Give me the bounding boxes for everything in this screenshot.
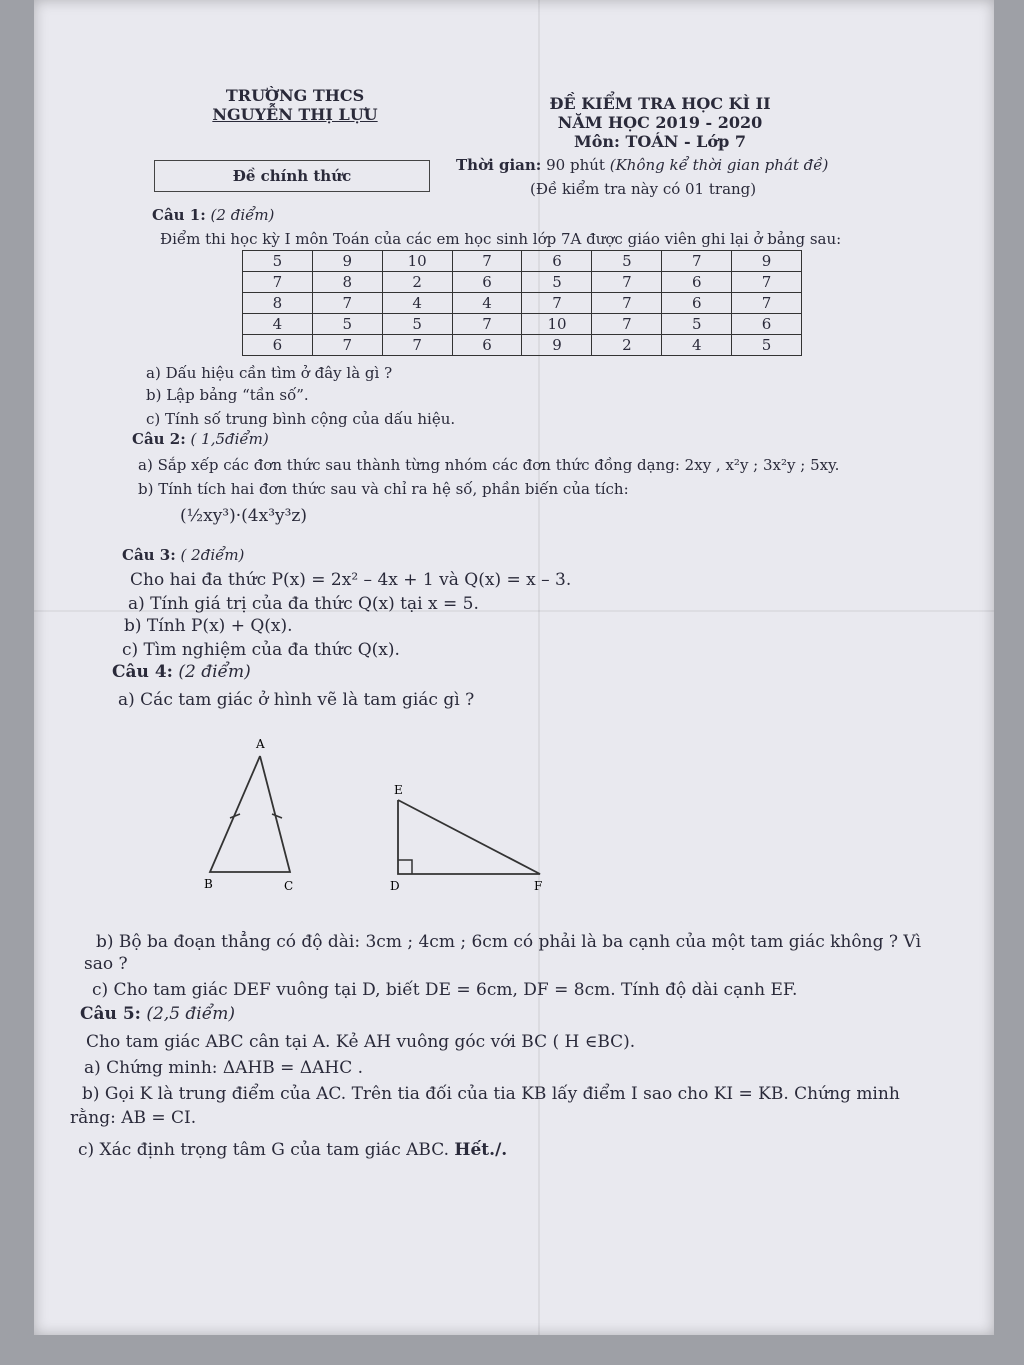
score-cell: 7 [312, 335, 382, 356]
q2-a: a) Sắp xếp các đơn thức sau thành từng nhóm các đơn thức đồng dạng: 2xy , x²y ; 3x²y ; 5xy. [138, 456, 840, 474]
score-cell: 5 [662, 314, 732, 335]
score-cell: 7 [452, 251, 522, 272]
score-cell: 7 [592, 293, 662, 314]
score-table-row [243, 251, 802, 272]
pages-note: (Đề kiểm tra này có 01 trang) [530, 180, 757, 198]
q2-points: ( 1,5điểm) [190, 430, 269, 448]
score-cell: 2 [592, 335, 662, 356]
score-cell: 7 [662, 251, 732, 272]
score-cell: 6 [243, 335, 313, 356]
score-cell: 7 [312, 293, 382, 314]
score-cell: 7 [732, 272, 802, 293]
q4-a: a) Các tam giác ở hình vẽ là tam giác gì ? [118, 690, 475, 710]
q4-label: Câu 4: [112, 662, 173, 682]
time-note: (Không kể thời gian phát đề) [609, 156, 829, 174]
school-line2: NGUYỄN THỊ LỰU [212, 105, 378, 124]
q1-intro: Điểm thi học kỳ I môn Toán của các em học sinh lớp 7A được giáo viên ghi lại ở bảng sau: [160, 230, 842, 248]
q3-heading [122, 546, 244, 564]
score-cell: 6 [452, 335, 522, 356]
q4-b-line2: sao ? [84, 954, 128, 974]
triangle-def [398, 800, 540, 874]
vertex-d-label: D [390, 879, 400, 893]
exam-subject: Môn: TOÁN - Lớp 7 [574, 132, 746, 151]
vertex-a-label: A [256, 737, 265, 751]
q4-heading [112, 662, 251, 682]
triangle-abc-figure [196, 734, 306, 894]
q5-b-line2: rằng: AB = CI. [70, 1108, 197, 1128]
q3-b: b) Tính P(x) + Q(x). [124, 616, 293, 636]
score-cell: 4 [452, 293, 522, 314]
vertex-b-label: B [204, 877, 213, 891]
exam-time [456, 156, 828, 174]
q4-c: c) Cho tam giác DEF vuông tại D, biết DE = 6cm, DF = 8cm. Tính độ dài cạnh EF. [92, 980, 798, 1000]
q5-intro: Cho tam giác ABC cân tại A. Kẻ AH vuông góc với BC ( H ∈BC). [86, 1032, 636, 1052]
q1-label: Câu 1: [152, 206, 206, 224]
q1-b: b) Lập bảng “tần số”. [146, 386, 309, 404]
score-cell: 7 [592, 314, 662, 335]
q2-label: Câu 2: [132, 430, 186, 448]
score-cell: 6 [522, 251, 592, 272]
score-table-row [243, 314, 802, 335]
q3-a: a) Tính giá trị của đa thức Q(x) tại x = 5. [128, 594, 479, 614]
q2-heading [132, 430, 269, 448]
triangle-def-figure [384, 778, 554, 898]
end-marker: Hết./. [454, 1140, 508, 1160]
score-cell: 7 [452, 314, 522, 335]
q5-c-line [78, 1140, 507, 1160]
q1-a: a) Dấu hiệu cần tìm ở đây là gì ? [146, 364, 393, 382]
score-table [242, 250, 802, 356]
tick-mark-ac [272, 814, 282, 818]
score-cell: 2 [382, 272, 452, 293]
q1-c: c) Tính số trung bình cộng của dấu hiệu. [146, 410, 456, 428]
score-cell: 8 [312, 272, 382, 293]
q5-label: Câu 5: [80, 1004, 141, 1024]
q3-label: Câu 3: [122, 546, 176, 564]
vertex-e-label: E [394, 783, 403, 797]
q2-b: b) Tính tích hai đơn thức sau và chỉ ra hệ số, phần biến của tích: [138, 480, 629, 498]
score-cell: 8 [243, 293, 313, 314]
q5-a: a) Chứng minh: ΔAHB = ΔAHC . [84, 1058, 364, 1078]
vertex-f-label: F [534, 879, 543, 893]
q1-heading [152, 206, 274, 224]
q2-formula: (½xy³)·(4x³y³z) [180, 506, 308, 526]
score-cell: 4 [662, 335, 732, 356]
exam-title: ĐỀ KIỂM TRA HỌC KÌ II [549, 94, 771, 113]
score-table-row [243, 272, 802, 293]
vertex-c-label: C [284, 879, 294, 893]
score-cell: 5 [382, 314, 452, 335]
q5-points: (2,5 điểm) [146, 1004, 235, 1024]
q4-points: (2 điểm) [178, 662, 251, 682]
score-cell: 10 [522, 314, 592, 335]
score-table-row [243, 293, 802, 314]
q5-b-line1: b) Gọi K là trung điểm của AC. Trên tia đối của tia KB lấy điểm I sao cho KI = KB. Chứng minh [82, 1084, 900, 1104]
time-value: 90 phút [546, 156, 605, 174]
time-label: Thời gian: [456, 156, 542, 174]
score-cell: 5 [592, 251, 662, 272]
exam-heading [520, 94, 800, 151]
score-table-row [243, 335, 802, 356]
score-cell: 5 [732, 335, 802, 356]
school-line1: TRƯỜNG THCS [225, 86, 365, 105]
score-cell: 5 [522, 272, 592, 293]
score-cell: 7 [592, 272, 662, 293]
q1-points: (2 điểm) [210, 206, 275, 224]
score-cell: 5 [243, 251, 313, 272]
right-angle-mark [398, 860, 412, 874]
school-name [200, 86, 390, 124]
triangle-abc [210, 756, 290, 872]
score-cell: 4 [382, 293, 452, 314]
score-cell: 7 [732, 293, 802, 314]
q3-intro: Cho hai đa thức P(x) = 2x² – 4x + 1 và Q(x) = x – 3. [130, 570, 572, 590]
exam-year: NĂM HỌC 2019 - 2020 [557, 113, 763, 132]
score-cell: 9 [312, 251, 382, 272]
paper-fold-vertical [538, 0, 540, 1335]
q3-points: ( 2điểm) [180, 546, 245, 564]
score-cell: 9 [522, 335, 592, 356]
score-cell: 9 [732, 251, 802, 272]
q5-c: c) Xác định trọng tâm G của tam giác ABC. [78, 1140, 450, 1160]
q5-heading [80, 1004, 235, 1024]
score-cell: 4 [243, 314, 313, 335]
score-cell: 7 [522, 293, 592, 314]
score-cell: 6 [662, 293, 732, 314]
score-cell: 10 [382, 251, 452, 272]
official-box: Đề chính thức [154, 160, 430, 192]
score-cell: 7 [382, 335, 452, 356]
score-cell: 7 [243, 272, 313, 293]
q3-c: c) Tìm nghiệm của đa thức Q(x). [122, 640, 400, 660]
q4-b-line1: b) Bộ ba đoạn thẳng có độ dài: 3cm ; 4cm ; 6cm có phải là ba cạnh của một tam giác không ? Vì [96, 932, 922, 952]
score-cell: 5 [312, 314, 382, 335]
score-cell: 6 [732, 314, 802, 335]
score-cell: 6 [662, 272, 732, 293]
score-cell: 6 [452, 272, 522, 293]
